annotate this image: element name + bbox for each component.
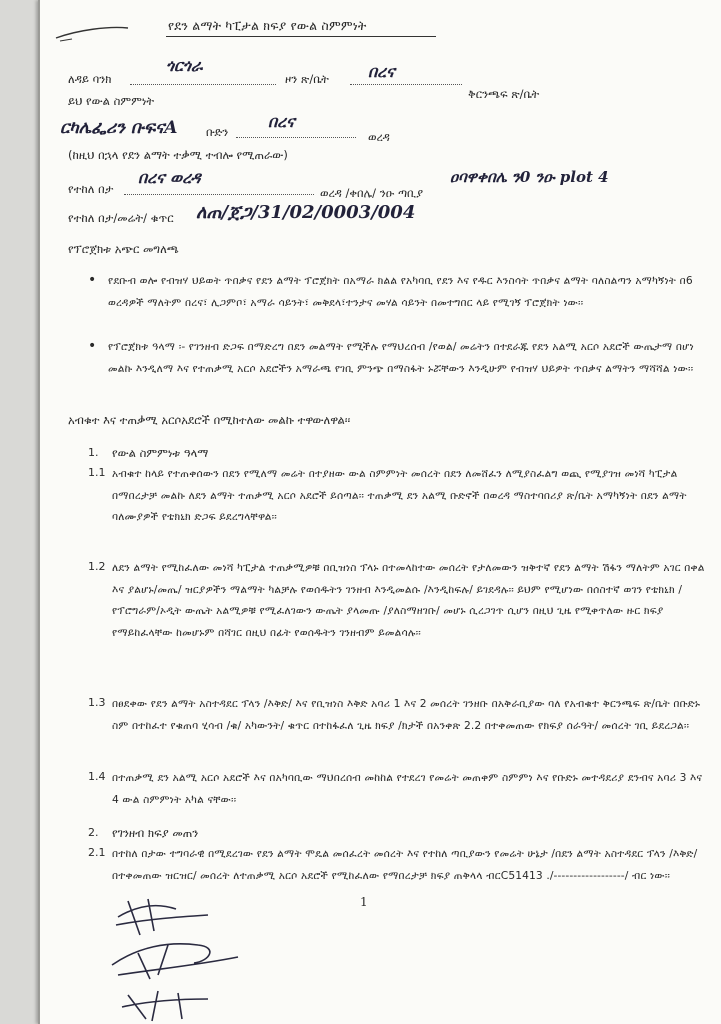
group-label: ቡድን [206,125,229,139]
document-page [38,0,721,1024]
site-number-label: የተከለ በታ/መሬት/ ቁጥር [68,211,174,225]
woreda-handwritten: በረና [268,112,295,131]
section2-number: 2. [88,826,99,839]
clause-1-2-number: 1.2 [88,560,106,573]
zone-office-label: ዞን ጽ/ቤት [285,72,329,86]
bullet-dot: • [88,272,97,288]
zone-dots [350,84,462,85]
page-fold-edge [38,0,40,1024]
bank-dots [130,84,276,85]
clause-2-1-number: 2.1 [88,846,106,859]
clause-1-3-number: 1.3 [88,696,106,709]
site-dots [124,194,314,195]
clause-1-1-text: አብቁተ ከላይ የተጠቀሰውን በደን የሚለማ መሬት በተያዘው ውል ስምምነት መሰረት በደን ለመሸፈን ለሚያስፈልግ ወጪ የሚያገዝ መነሻ ካፒታል በማበረታቻ መልኩ ለደን ልማት ተጠቃሚ አርሶ አደሮች ይሰጣል፡፡ ተጠቃሚ ደን አልሚ ቡድኖች በወረዳ ማስተባበሪያ ጽ/ቤት አማካኝነት በደን ልማት ባለሙያዎች የቴክኒክ ድጋፍ ይደረግላቸዋል፡፡ [112,467,687,523]
clause-1-2-text: ለደን ልማት የሚከፈለው መነሻ ካፒታል ተጠቃሚዎቹ በቢዝነስ ፕላኑ በተመላከተው መሰረት የታለመውን ዝቅተኛ የደን ልማት ሽፋን ማለትም አገር በቀል እና ያልሆኑ/መጤ/ ዝርያዎችን ማልማት ካልቻሉ የወሰዱትን ገንዘብ እንዲመልሱ /እንዲከፍሉ/ ይገደዳሉ፡፡ ይህም የሚሆነው በሰስተኛ ወገን የቴክኒክ /የፕሮግራም/ኦዲት ውጤት አልሚዎቹ የሚፈለገውን ውጤት ያላመጡ /ያለስማዘገቡ/ መሆኑ ሲረጋገጥ ሲሆን በዚህ ጊዜ የሚቀጥለው ዙር ክፍያ የማይከፈላቸው ከመሆኑም በሻገር በዚህ በፊት የወሰዱትን ገንዘብም ይመልሳሉ፡፡ [112,561,705,639]
clause-1-3-text: በፀደቀው የደን ልማት አስተዳደር ፕላን /እቅድ/ እና የቢዝነስ እቅድ አባሪ 1 እና 2 መሰረት ገንዘቡ በአቅራቢያው ባለ የአብቁተ ቅርንጫፍ ጽ/ቤት በቡድኑ ስም በተከፈተ የቁጠባ ሂሳብ /ቁ/ አካውንት/ ቁጥር በተከፋፈለ ጊዜ ክፍያ /ክታች በአንቀጽ 2.2 በተቀመጠው የክፍያ ሰራዓት/ መሰረት ገቢ ይደረጋል፡፡ [112,697,701,732]
clause-1-4-text: በተጠቃሚ ደን አልሚ አርሶ አደሮች እና በአካባቢው ማህበረሰብ መከከል የተደረገ የመሬት መጠቀም ስምምነ እና የቡድኑ መተዳደሪያ ደንብና አባሪ 3 እና 4 ውል ስምምነት አካል ናቸው፡፡ [112,771,703,806]
site-number-handwritten: ለጠ/ጀጋ/31/02/0003/004 [196,202,416,223]
kebele-label: ወረዳ /ቀበሌ/ ንዑ ጣቢያ [320,186,424,200]
handwritten-signatures [98,895,268,1024]
clause-2-1-text: በተከለ በታው ተግባራዊ በሚደረገው የደን ልማት ሞዴል መሰፈረት መሰረት እና የተከለ ጣቢያውን የመሬት ሁኔታ /በደን ልማት አስተዳደር ፕላን /እቅድ/ በተቀመጠው ዝርዝር/ መሰረት ለተጠቃሚ አርሶ አደሮች የሚከፈለው የማበረታቻ ክፍያ ጠቅላላ ብርC51413 ./------------------/ ብር ነው፡፡ [112,847,698,882]
branch-office-label: ቅርንጫፍ ጽ/ቤት [468,87,540,101]
group-dots [236,137,356,138]
planting-site-label: የተከለ በታ [68,182,114,196]
bank-label: ለዳይ ባንክ [68,72,112,86]
section2-title: የገንዘብ ክፍያ መጠን [112,826,199,840]
document-title: የደን ልማት ካፒታል ክፍያ የውል ስምምነት [168,18,367,33]
title-underline [166,36,436,37]
section1-number: 1. [88,446,99,459]
bullet-project-objective: የፕሮጀክቱ ዓላማ ፡- የገንዘብ ድጋፍ በማድረግ በደን መልማት የሚችሉ የማህረሰብ /የወል/ መሬትን በተደራጁ የደን አልሚ አርሶ አደሮች ውጤታማ በሆነ መልኩ እንዲለማ እና የተጠቃሚ አርሶ አደሮችን አማራጫ የገቢ ምንጭ በማስፋት ኑሯቸውን እንዲሁም የብዝሃ ህይዎት ጥበቃና ልማትን ማሻሻል ነው፡፡ [108,340,694,375]
group-name-handwritten: ርካሌፌሪን ቡፍናA [60,118,178,138]
project-summary-heading: የፕሮጀክቱ አጭር መግለጫ [68,242,179,256]
bullet-dot: • [88,338,97,354]
bank-branch-handwritten: ጎርጎራ [166,56,203,75]
kebele-plot-handwritten: ዐባዋቀበሌ ን0 ንዑ plot 4 [450,168,609,186]
zone-office-handwritten: በረና [368,62,395,81]
beneficiary-note: (ከዚህ በኋላ የደን ልማት ተቃሚ ተብሎ የሚጠራው) [68,148,288,162]
site-woreda-handwritten: በረና ወረዳ [138,168,201,187]
clause-1-1-number: 1.1 [88,466,106,479]
woreda-label: ወረዳ [368,130,390,144]
agreement-label: ይህ የውል ስምምነት [68,94,155,108]
pen-scribble-mark [38,0,158,60]
intro-line: አብቁተ እና ተጠቃሚ አርሶአደሮች በሚከተለው መልኩ ተዋውለዋል፡፡ [68,413,351,427]
section1-title: የውል ስምምነቱ ዓላማ [112,446,209,460]
clause-1-4-number: 1.4 [88,770,106,783]
bullet-project-description: የደቡብ ወሎ የብዝሃ ህይወት ጥበቃና የደን ልማት ፕሮጀክት በአማራ ክልል የአካባቢ የደን እና የዱር እንስሳት ጥበቃና ልማት ባለስልጣን አማካኝነት በ6 ወረዳዎች ማለትም በረና፣ ሊጋምቦ፣ አማራ ሳይንት፣ መቅደላ፣ተንታና መሃል ሳይንት በመተግበር ላይ የሚገኝ ፕሮጀክት ነው፡፡ [108,274,693,309]
page-number: 1 [360,895,368,909]
